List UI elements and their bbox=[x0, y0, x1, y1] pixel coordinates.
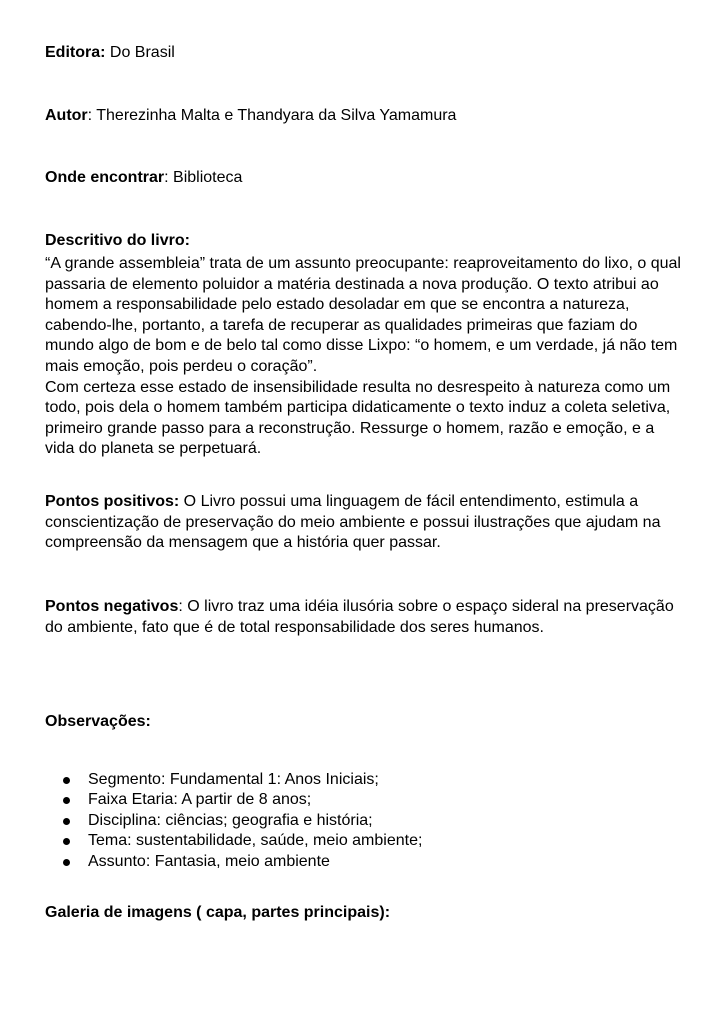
list-item-text: Tema: sustentabilidade, saúde, meio ambiente; bbox=[88, 832, 423, 850]
location-label: Onde encontrar bbox=[45, 169, 165, 186]
bullet-icon bbox=[63, 859, 70, 866]
gallery-heading: Galeria de imagens ( capa, partes principais): bbox=[45, 904, 391, 921]
publisher-line bbox=[45, 43, 175, 63]
observations-list bbox=[63, 770, 422, 872]
publisher-value: Do Brasil bbox=[105, 44, 175, 61]
location-line bbox=[45, 168, 242, 188]
negatives-paragraph bbox=[45, 597, 685, 638]
positives-label: Pontos positivos: bbox=[45, 493, 180, 510]
list-item-text: Disciplina: ciências; geografia e história; bbox=[88, 811, 373, 829]
list-item-text: Faixa Etaria: A partir de 8 anos; bbox=[88, 791, 312, 809]
description-paragraph-2: Com certeza esse estado de insensibilidade resulta no desrespeito à natureza como um todo, pois dela o homem também participa didaticamente o texto induz a coleta seletiva, primeiro grande passo para a reconstrução. Ressurge o homem, razão e emoção, e a vida do planeta se perpetuará. bbox=[45, 378, 671, 458]
observations-heading: Observações: bbox=[45, 713, 151, 730]
bullet-icon bbox=[63, 838, 70, 845]
positives-text: O Livro possui uma linguagem de fácil entendimento, estimula a conscientização de preservação do meio ambiente e possui ilustrações que ajudam na compreensão da mensagem que a história quer passar. bbox=[45, 493, 661, 552]
description-heading: Descritivo do livro: bbox=[45, 232, 190, 249]
bullet-icon bbox=[63, 797, 70, 804]
list-item bbox=[63, 831, 422, 851]
list-item bbox=[63, 852, 422, 872]
list-item-text: Segmento: Fundamental 1: Anos Iniciais; bbox=[88, 771, 379, 788]
list-item bbox=[63, 811, 422, 831]
description-paragraph-1: “A grande assembleia” trata de um assunto preocupante: reaproveitamento do lixo, o qual passaria de elemento poluidor a matéria destinada a nova produção. O texto atribui ao homem a responsabilidade pelo estado desoladar em que se encontra a natureza, cabendo-lhe, portanto, a tarefa de recuperar as qualidades primeiras que faziam do mundo algo de bom e de belo tal como disse Lixpo: “o homem, e um verdade, já não tem mais emoção, pois perdeu o coração”. bbox=[45, 255, 681, 375]
author-value: : Therezinha Malta e Thandyara da Silva Yamamura bbox=[87, 107, 457, 124]
positives-paragraph bbox=[45, 492, 685, 554]
author-line bbox=[45, 106, 456, 126]
bullet-icon bbox=[63, 818, 70, 825]
negatives-text: : O livro traz uma idéia ilusória sobre o espaço sideral na preservação do ambiente, fato que é de total responsabilidade dos seres humanos. bbox=[45, 598, 674, 636]
negatives-label: Pontos negativos bbox=[45, 598, 179, 615]
list-item bbox=[63, 790, 422, 810]
location-value: : Biblioteca bbox=[164, 169, 243, 186]
list-item bbox=[63, 770, 422, 790]
list-item-text: Assunto: Fantasia, meio ambiente bbox=[88, 852, 330, 870]
publisher-label: Editora: bbox=[45, 44, 106, 61]
description-body bbox=[45, 254, 685, 460]
author-label: Autor bbox=[45, 107, 88, 124]
bullet-icon bbox=[63, 777, 70, 784]
